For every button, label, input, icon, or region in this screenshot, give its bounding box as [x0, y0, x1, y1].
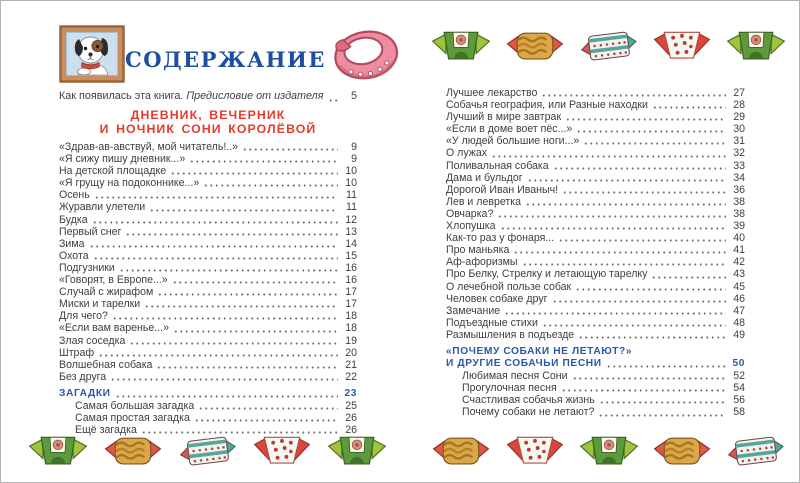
toc-entry	[59, 359, 357, 371]
toc-entry	[446, 220, 745, 232]
toc-entry-title: Будка	[59, 213, 88, 226]
toc-entry-page: 10	[345, 177, 357, 190]
toc-entry-title: «ПОЧЕМУ СОБАКИ НЕ ЛЕТАЮТ?»	[446, 345, 633, 357]
toc-entry	[446, 87, 745, 99]
green-candy-icon	[27, 431, 89, 472]
toc-entry-title: Поливальная собака	[446, 159, 549, 172]
toc-entry-title: Первый снег	[59, 225, 122, 238]
dot-leader	[583, 135, 726, 147]
toc-entry-title: ЗАГАДКИ	[59, 387, 111, 399]
toc-entry	[446, 99, 745, 111]
toc-entry-title: Дама и бульдог	[446, 171, 523, 184]
toc-entry-title: Подъездные стихи	[446, 316, 538, 329]
toc-entry-page: 54	[733, 382, 745, 395]
section-heading-line2: И НОЧНИК СОНИ КОРОЛЁВОЙ	[99, 121, 317, 136]
toc-entry-page: 11	[346, 201, 357, 214]
toc-entry	[59, 298, 357, 310]
toc-entry-title: Человек собаке друг	[446, 292, 548, 305]
toc-entry-title: Как появилась эта книга. Предисловие от издателя	[59, 90, 324, 102]
toc-entry	[59, 238, 357, 250]
toc-entry-page: 36	[733, 183, 745, 196]
dot-leader	[115, 388, 338, 400]
toc-entry-page: 5	[350, 90, 357, 102]
toc-entry	[446, 160, 745, 172]
toc-entry-title: Хлопушка	[446, 220, 496, 233]
dot-leader	[525, 196, 726, 208]
toc-entry-page: 19	[345, 334, 357, 347]
dot-leader	[491, 147, 726, 159]
toc-entry-title: Случай с жирафом	[59, 286, 154, 299]
dot-leader	[189, 153, 338, 165]
toc-entry-page: 48	[733, 316, 745, 329]
toc-entry-page: 32	[733, 147, 745, 160]
green-candy-icon	[430, 26, 492, 67]
toc-entry	[446, 293, 745, 305]
toc-entry-title: Дорогой Иван Иваныч!	[446, 183, 559, 196]
toc-entry	[59, 310, 357, 322]
right-toc-list	[446, 6, 745, 419]
dot-leader	[565, 111, 726, 123]
toc-entry-page: 10	[345, 165, 357, 178]
dot-leader	[652, 99, 726, 111]
toc-entry	[59, 347, 357, 359]
toc-entry	[446, 256, 745, 268]
dot-leader	[112, 310, 338, 322]
toc-entry	[59, 250, 357, 262]
green-candy-icon	[578, 431, 640, 472]
toc-entry	[446, 196, 745, 208]
dot-leader	[561, 382, 726, 394]
contents-header	[59, 25, 357, 85]
toc-entry-title: Аф-афоризмы	[446, 256, 518, 269]
toc-entry-page: 18	[345, 310, 357, 323]
toc-entry	[59, 286, 357, 298]
candy-decoration-row	[27, 431, 388, 472]
toc-entry	[446, 346, 745, 358]
toc-entry	[446, 305, 745, 317]
toc-entry-title: Самая большая загадка	[75, 399, 195, 412]
dot-leader	[558, 232, 726, 244]
striped-candy-icon	[725, 431, 787, 472]
dot-leader	[527, 172, 726, 184]
dot-leader	[575, 281, 726, 293]
toc-entry	[446, 208, 745, 220]
toc-entry	[446, 135, 745, 147]
toc-entry-title: Любимая песня Сони	[462, 370, 568, 383]
toc-entry	[446, 370, 745, 382]
left-toc-list	[59, 141, 357, 436]
toc-entry	[446, 394, 745, 406]
section-heading-line1: ДНЕВНИК, ВЕЧЕРНИК	[130, 108, 286, 122]
toc-entry-title: Самая простая загадка	[75, 412, 190, 425]
toc-entry-page: 52	[733, 370, 745, 383]
page-title: СОДЕРЖАНИЕ	[125, 47, 326, 72]
toc-entry-page: 56	[733, 394, 745, 407]
toc-entry-title: Счастливая собачья жизнь	[462, 394, 595, 407]
toc-entry-title: На детской площадке	[59, 165, 167, 178]
toc-entry-page: 26	[345, 412, 357, 425]
toc-entry-page: 42	[733, 256, 745, 269]
polka-dot-candy-icon	[651, 26, 713, 67]
toc-entry	[59, 153, 357, 165]
green-candy-icon	[326, 431, 388, 472]
dot-leader	[98, 347, 338, 359]
brown-wavy-candy-icon	[102, 431, 164, 472]
toc-entry-title: Волшебная собака	[59, 358, 153, 371]
dot-leader	[599, 394, 726, 406]
dot-leader	[572, 370, 726, 382]
toc-entry	[59, 226, 357, 238]
toc-entry	[59, 189, 357, 201]
toc-entry-title: Лучший в мире завтрак	[446, 111, 562, 124]
dot-leader	[194, 412, 338, 424]
toc-entry	[446, 268, 745, 280]
dot-leader	[144, 298, 338, 310]
toc-entry-title: Охота	[59, 249, 89, 262]
toc-entry-page: 31	[733, 135, 745, 148]
toc-entry-page: 49	[733, 328, 745, 341]
toc-entry-title: Как-то раз у фонаря...	[446, 232, 555, 245]
toc-entry-page: 43	[733, 268, 745, 281]
toc-entry-title: «Если вам варенье...»	[59, 322, 169, 335]
toc-entry	[446, 232, 745, 244]
candy-decoration-row	[430, 431, 787, 472]
dot-leader	[149, 201, 338, 213]
dot-leader	[598, 406, 726, 418]
toc-entry-page: 58	[733, 406, 745, 419]
toc-entry-title: И ДРУГИЕ СОБАЧЬИ ПЕСНИ	[446, 358, 602, 370]
pink-collar-illustration	[326, 23, 406, 90]
candy-decoration-row	[430, 26, 787, 67]
toc-entry-page: 12	[345, 213, 357, 226]
dot-leader	[198, 400, 338, 412]
toc-entry	[59, 322, 357, 334]
toc-entry-preface	[59, 90, 357, 104]
toc-entry-title: «Я грущу на подоконнике...»	[59, 177, 200, 190]
dot-leader	[522, 256, 727, 268]
toc-entry-title: Подгузники	[59, 261, 115, 274]
dot-leader	[172, 274, 338, 286]
toc-entry-page: 26	[345, 424, 357, 437]
toc-entry	[446, 317, 745, 329]
dot-leader	[651, 268, 726, 280]
dot-leader	[110, 371, 338, 383]
dot-leader	[552, 293, 727, 305]
toc-entry-page: 21	[345, 358, 357, 371]
toc-entry	[446, 382, 745, 394]
toc-entry-title: Размышления в подъезде	[446, 328, 575, 341]
toc-entry-page: 18	[345, 322, 357, 335]
toc-entry-page: 9	[351, 153, 357, 166]
toc-entry-page: 14	[345, 237, 357, 250]
dot-leader	[328, 90, 338, 104]
dot-leader	[157, 286, 338, 298]
toc-entry	[59, 388, 357, 400]
dot-leader	[578, 329, 726, 341]
dot-leader	[92, 214, 338, 226]
brown-wavy-candy-icon	[504, 26, 566, 67]
toc-entry	[59, 371, 357, 383]
toc-entry-page: 38	[733, 195, 745, 208]
toc-entry-page: 9	[351, 141, 357, 153]
toc-entry	[446, 123, 745, 135]
toc-entry	[59, 214, 357, 226]
dot-leader	[504, 305, 726, 317]
dot-leader	[125, 226, 338, 238]
brown-wavy-candy-icon	[430, 431, 492, 472]
toc-entry	[59, 177, 357, 189]
left-page	[1, 1, 400, 482]
toc-entry	[446, 172, 745, 184]
toc-entry-page: 23	[344, 387, 357, 399]
dot-leader	[156, 359, 338, 371]
dot-leader	[500, 220, 726, 232]
toc-entry-page: 25	[345, 399, 357, 412]
toc-entry-page: 38	[733, 207, 745, 220]
toc-entry-title: Журавли улетели	[59, 201, 146, 214]
dog-portrait-illustration	[59, 25, 125, 88]
toc-entry	[59, 141, 357, 153]
toc-entry-page: 17	[345, 286, 357, 299]
toc-entry-page: 46	[733, 292, 745, 305]
toc-entry-title: «Говорят, в Европе...»	[59, 274, 168, 287]
toc-entry-page: 30	[733, 123, 745, 136]
toc-entry-title: О лужах	[446, 147, 488, 160]
toc-entry	[446, 406, 745, 418]
toc-entry-page: 39	[733, 220, 745, 233]
toc-entry-title: «У людей большие ноги...»	[446, 135, 580, 148]
brown-wavy-candy-icon	[651, 431, 713, 472]
striped-candy-icon	[177, 431, 239, 472]
section-heading-diary	[59, 109, 357, 136]
toc-entry	[446, 244, 745, 256]
dot-leader	[93, 250, 338, 262]
toc-entry-page: 16	[345, 261, 357, 274]
toc-entry-page: 40	[733, 232, 745, 245]
toc-entry-page: 20	[345, 346, 357, 359]
polka-dot-candy-icon	[504, 431, 566, 472]
toc-entry	[59, 335, 357, 347]
dot-leader	[513, 244, 726, 256]
toc-entry-title: Почему собаки не летают?	[462, 406, 595, 419]
toc-entry-title: Про маньяка	[446, 244, 510, 257]
toc-entry-page: 27	[733, 87, 745, 99]
polka-dot-candy-icon	[251, 431, 313, 472]
toc-entry	[446, 358, 745, 370]
toc-entry-title: Без друга	[59, 370, 107, 383]
toc-entry-page: 33	[733, 159, 745, 172]
toc-entry-page: 13	[345, 225, 357, 238]
toc-entry-title: О лечебной пользе собак	[446, 280, 572, 293]
toc-entry-page: 41	[733, 244, 745, 257]
toc-entry-title: Штраф	[59, 346, 95, 359]
toc-entry-page: 28	[733, 99, 745, 112]
right-page	[400, 1, 799, 482]
toc-entry-title: Зима	[59, 237, 85, 250]
dot-leader	[89, 238, 339, 250]
toc-entry-title: «Здрав-ав-авствуй, мой читатель!..»	[59, 141, 239, 153]
dot-leader	[129, 335, 338, 347]
dot-leader	[541, 87, 726, 99]
dot-leader	[94, 189, 338, 201]
toc-entry-page: 11	[346, 189, 357, 202]
toc-entry-title: Собачья география, или Разные находки	[446, 99, 648, 112]
toc-entry	[59, 400, 357, 412]
toc-entry-title: Лев и левретка	[446, 195, 522, 208]
dot-leader	[497, 208, 726, 220]
dot-leader	[576, 123, 726, 135]
toc-entry-page: 15	[345, 249, 357, 262]
toc-entry	[446, 281, 745, 293]
dot-leader	[173, 322, 338, 334]
toc-entry-page: 45	[733, 280, 745, 293]
toc-entry-page: 47	[733, 304, 745, 317]
toc-entry-title: Овчарка?	[446, 207, 494, 220]
toc-entry-title: Осень	[59, 189, 90, 202]
toc-entry	[446, 184, 745, 196]
toc-entry-title: Про Белку, Стрелку и летающую тарелку	[446, 268, 648, 281]
dot-leader	[170, 165, 338, 177]
dot-leader	[242, 141, 338, 153]
toc-entry	[59, 262, 357, 274]
toc-entry	[59, 274, 357, 286]
toc-entry-page: 50	[732, 358, 745, 370]
toc-entry-page: 17	[345, 298, 357, 311]
toc-entry-title: «Я сижу пишу дневник...»	[59, 153, 186, 166]
green-candy-icon	[725, 26, 787, 67]
toc-entry	[446, 329, 745, 341]
toc-entry-title: Миски и тарелки	[59, 298, 141, 311]
dot-leader	[203, 177, 338, 189]
dot-leader	[562, 184, 726, 196]
dot-leader	[119, 262, 338, 274]
toc-entry	[59, 165, 357, 177]
dot-leader	[606, 358, 726, 370]
toc-entry-title: Лучшее лекарство	[446, 87, 538, 99]
toc-entry-page: 22	[345, 370, 357, 383]
toc-entry-title: Замечание	[446, 304, 501, 317]
toc-entry-title: «Если в доме воет пёс...»	[446, 123, 573, 136]
toc-entry-title: Ещё загадка	[75, 424, 137, 437]
toc-entry	[59, 412, 357, 424]
toc-entry	[59, 201, 357, 213]
toc-entry-page: 29	[733, 111, 745, 124]
toc-entry-page: 16	[345, 274, 357, 287]
dot-leader	[553, 160, 726, 172]
toc-entry-title: Злая соседка	[59, 334, 126, 347]
dot-leader	[542, 317, 726, 329]
striped-candy-icon	[578, 26, 640, 67]
toc-entry-page: 34	[733, 171, 745, 184]
toc-entry-title: Прогулочная песня	[462, 382, 557, 395]
toc-entry-title: Для чего?	[59, 310, 108, 323]
toc-entry	[446, 111, 745, 123]
toc-entry	[446, 147, 745, 159]
